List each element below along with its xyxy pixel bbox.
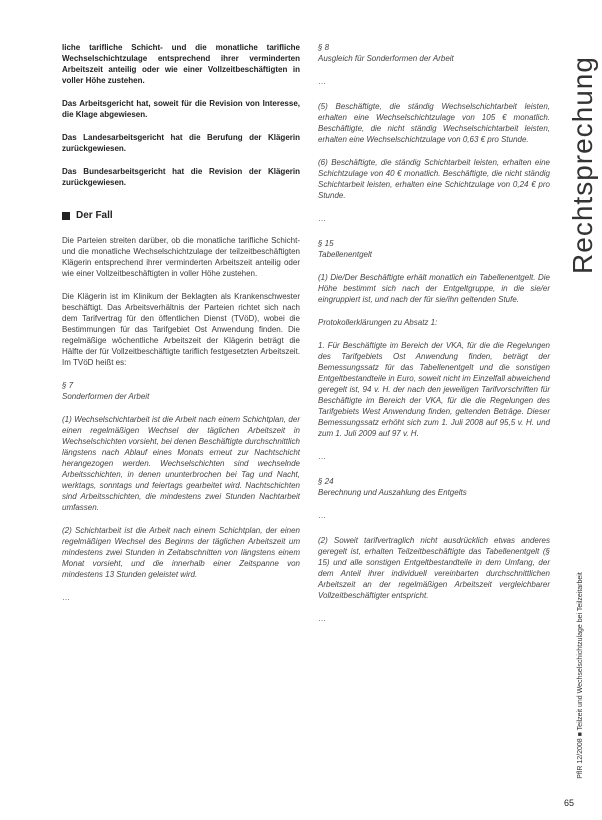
para15-subtitle: Tabellenentgelt — [318, 250, 372, 259]
right-column — [318, 42, 550, 638]
para8-title: § 8 — [318, 43, 330, 52]
ellipsis: … — [318, 452, 326, 461]
ruling-state-labor-court: Das Landesarbeitsgericht hat die Berufung der Klägerin zurückgewiesen. — [62, 133, 300, 153]
para8-clause-6: (6) Beschäftigte, die ständig Schichtarbeit leisten, erhalten eine Schichtzulage von 40 € monatlich. Beschäftigte, die nicht ständig Schichtarbeit leisten, erhalten eine Schichtzulage von 0,24 € pro Stunde. — [318, 158, 550, 200]
para24-title: § 24 — [318, 477, 334, 486]
para8-clause-5: (5) Beschäftigte, die ständig Wechselschichtarbeit leisten, erhalten eine Wechselschichtzulage von 105 € monatlich. Beschäftigte, die nicht ständig Wechselschichtarbeit leisten, erhalten eine Wechselschichtzulage von 0,63 € pro Stunde. — [318, 102, 550, 144]
protocol-text: 1. Für Beschäftigte im Bereich der VKA, für die die Regelungen des Tarifgebiets Ost Anwendung finden, beträgt der Bemessungssatz für das Tabellenentgelt und die sonstigen Entgeltbestandteile in Euro, soweit nicht im Einzelfall abweichend geregelt ist, 94 v. H. der nach den jeweiligen Tarifvorschriften für Beschäftigte im Bereich der VKA, für die die Regelungen des Tarifgebiets West Anwendung finden, geltenden Beträge. Dieser Bemessungssatz erhöht sich zum 1. Juli 2008 auf 95,5 v. H. und zum 1. Juli 2009 auf 97 v. H. — [318, 341, 550, 438]
ruling-labor-court: Das Arbeitsgericht hat, soweit für die Revision von Interesse, die Klage abgewiesen. — [62, 99, 300, 119]
case-paragraph-1: Die Parteien streiten darüber, ob die monatliche tarifliche Schicht- und die monatliche Wechselschichtzulage der teilzeitbeschäftigten Klägerin entsprechend ihrer verminderten Arbeitszeit anteilig oder wie einer Vollzeitbeschäftigten in voller Höhe zustehen. — [62, 236, 300, 278]
intro-paragraph: liche tarifliche Schicht- und die monatliche tarifliche Wechselschichtzulage entsprechend ihrer verminderten Arbeitszeit anteilig oder wie einer Vollzeitbeschäftigten in voller Höhe zustehen. — [62, 43, 300, 85]
para24-clause-2: (2) Soweit tarifvertraglich nicht ausdrücklich etwas anderes geregelt ist, erhalten Teilzeitbeschäftigte das Tabellenentgelt (§ 15) und alle sonstigen Entgeltbestandteile in dem Umfang, der dem Anteil ihrer individuell vereinbarten durchschnittlichen Arbeitszeit an der regelmäßigen Arbeitszeit vergleichbarer Vollzeitbeschäftigter entspricht. — [318, 536, 550, 600]
ellipsis: … — [318, 214, 326, 223]
square-bullet-icon — [62, 212, 70, 220]
section-heading-text: Der Fall — [76, 210, 113, 221]
para7-clause-2: (2) Schichtarbeit ist die Arbeit nach einem Schichtplan, der einen regelmäßigen Wechsel des Beginns der täglichen Arbeitszeit um mindestens zwei Stunden in Zeitabschnitten von längstens einem Monat vorsieht, und die innerhalb einer Zeitspanne von mindestens 13 Stunden geleistet wird. — [62, 526, 300, 579]
para24-subtitle: Berechnung und Auszahlung des Entgelts — [318, 488, 467, 497]
side-section-title-text: Rechtsprechung — [567, 56, 598, 274]
protocol-heading: Protokollerklärungen zu Absatz 1: — [318, 318, 438, 327]
para7-subtitle: Sonderformen der Arbeit — [62, 392, 150, 401]
ellipsis: … — [318, 614, 326, 623]
side-section-title — [568, 40, 598, 290]
ellipsis: … — [318, 77, 326, 86]
para15-clause-1: (1) Die/Der Beschäftigte erhält monatlich ein Tabellenentgelt. Die Höhe bestimmt sich nach der Entgeltgruppe, in die sie/er eingruppiert ist, und nach der für sie/ihn geltenden Stufe. — [318, 273, 550, 304]
para7-clause-1: (1) Wechselschichtarbeit ist die Arbeit nach einem Schichtplan, der einen regelmäßigen Wechsel der täglichen Arbeitszeit in Wechselschichten vorsieht, bei denen Beschäftigte durchschnittlich längstens nach Ablauf eines Monats erneut zur Nachtschicht herangezogen werden. Wechselschichten sind wechselnde Arbeitsschichten, in denen ununterbrochen bei Tag und Nacht, werktags, sonntags und feiertags gearbeitet wird. Nachtschichten sind Arbeitsschichten, die mindestens zwei Stunden Nachtarbeit umfassen. — [62, 415, 300, 512]
para7-title: § 7 — [62, 381, 74, 390]
left-column — [62, 42, 300, 617]
ellipsis: … — [62, 593, 70, 602]
page-number: 65 — [563, 798, 574, 808]
case-paragraph-2: Die Klägerin ist im Klinikum der Beklagten als Krankenschwester beschäftigt. Das Arbeitsverhältnis der Parteien richtet sich nach dem Tarifvertrag für den öffentlichen Dienst (TVöD), wobei die Bestimmungen für das Tarifgebiet Ost Anwendung finden. Die regelmäßige wöchentliche Arbeitszeit der Klägerin beträgt die Hälfte der für Vollzeitbeschäftigte tariflich festgesetzten Arbeitszeit. Im TVöD heißt es: — [62, 292, 300, 367]
ellipsis: … — [318, 511, 326, 520]
para15-title: § 15 — [318, 239, 334, 248]
journal-footer-text: PflR 12/2008 ■ Teilzeit und Wechselschichtzulage bei Teilzeitarbeit — [576, 571, 584, 779]
journal-footer — [574, 571, 586, 779]
section-heading — [62, 210, 300, 221]
ruling-federal-labor-court: Das Bundesarbeitsgericht hat die Revision der Klägerin zurückgewiesen. — [62, 167, 300, 187]
para8-subtitle: Ausgleich für Sonderformen der Arbeit — [318, 54, 454, 63]
